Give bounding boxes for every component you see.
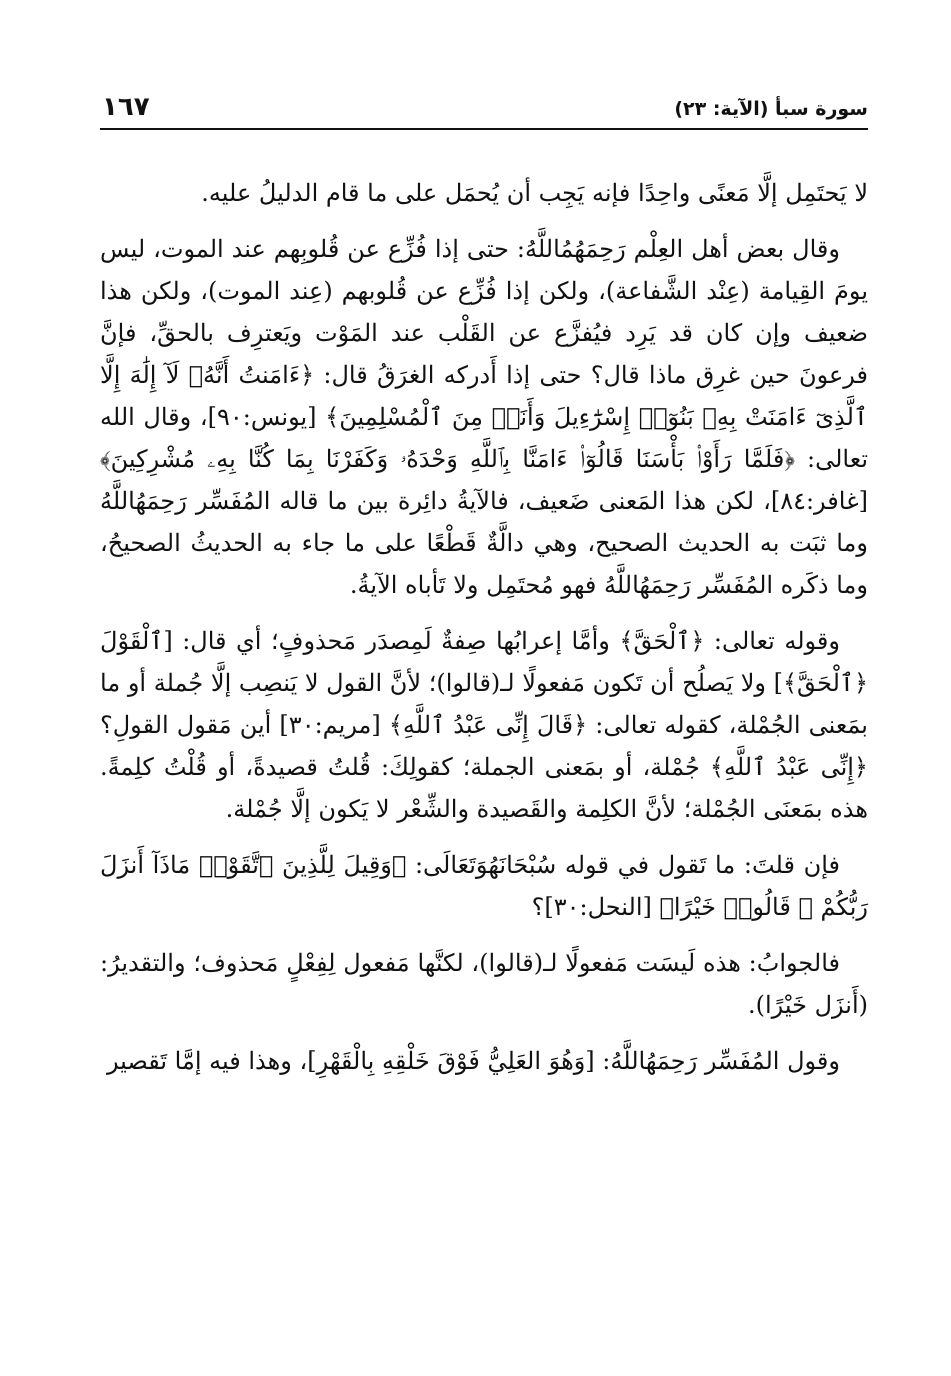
header-divider bbox=[100, 128, 868, 130]
paragraph-5: فالجوابُ: هذه لَيسَت مَفعولًا لـ(قالوا)، لكنَّها مَفعول لِفِعْلٍ مَحذوف؛ والتقديرُ: (أَنزَل خَيْرًا). bbox=[100, 949, 868, 1019]
running-title: سورة سبأ (الآية: ٢٣) bbox=[674, 98, 868, 120]
page-body bbox=[100, 172, 868, 1096]
page-header bbox=[100, 88, 868, 124]
paragraph-6: وقول المُفَسِّر رَحِمَهُاللَّهُ: [وَهُوَ العَلِيُّ فَوْقَ خَلْقِهِ بِالْقَهْرِ]، وهذا فيه إمَّا تَقصير bbox=[106, 1047, 840, 1075]
paragraph-2: وقال بعض أهل العِلْم رَحِمَهُمُاللَّهُ: حتى إذا فُزِّع عن قُلوبِهم عند الموت، ليس يومَ القِيامة (عِنْد الشَّفاعة)، ولكن إذا فُزِّع عن قُلوبهم (عِند الموت)، ولكن هذا ضعيف وإن كان قد يَرِد فيُفزَّع عن القَلْب عند المَوْت ويَعترِف بالحقِّ، فإنَّ فرعونَ حين غرِق ماذا قال؟ حتى إذا أَدركه الغرَقُ قال: ﴿ءَامَنتُ أَنَّهُۥ لَآ إِلَٰهَ إِلَّا ٱلَّذِىٓ ءَامَنَتْ بِهِۦ بَنُوٓا۟ إِسْرَٰٓءِيلَ وَأَنَا۠ مِنَ ٱلْمُسْلِمِينَ﴾ [يونس:٩٠]، وقال الله تعالى: ﴿فَلَمَّا رَأَوْا۟ بَأْسَنَا قَالُوٓا۟ ءَامَنَّا بِٱللَّهِ وَحْدَهُۥ وَكَفَرْنَا بِمَا كُنَّا بِهِۦ مُشْرِكِينَ﴾ [غافر:٨٤]، لكن هذا المَعنى ضَعيف، فالآيةُ دائِرة بين ما قاله المُفَسِّر رَحِمَهُاللَّهُ وما ثبَت به الحديث الصحيح، وهي دالَّةٌ قَطْعًا على ما جاء به الحديثُ الصحيحُ، وما ذكَره المُفَسِّر رَحِمَهُاللَّهُ فهو مُحتَمِل ولا تَأباه الآيةُ. bbox=[100, 235, 868, 599]
page-number: ١٦٧ bbox=[102, 92, 150, 122]
paragraph-3: وقوله تعالى: ﴿ٱلْحَقَّ﴾ وأمَّا إعرابُها صِفةٌ لَمِصدَر مَحذوفٍ؛ أي قال: [ٱلْقَوْلَ ﴿ٱلْحَقَّ﴾] ولا يَصلُح أن تَكون مَفعولًا لـ(قالوا)؛ لأنَّ القول لا يَنصِب إلَّا جُملة أو ما بمَعنى الجُمْلة، كقوله تعالى: ﴿قَالَ إِنِّى عَبْدُ ٱللَّهِ﴾ [مريم:٣٠] أين مَقول القولِ؟ ﴿إِنِّى عَبْدُ ٱللَّهِ﴾ جُمْلة، أو بمَعنى الجملة؛ كقولِكَ: قُلتُ قصيدةً، أو قُلْتُ كلِمةً. هذه بمَعنَى الجُمْلة؛ لأنَّ الكلِمة والقَصيدة والشِّعْر لا يَكون إلَّا جُمْلة. bbox=[100, 627, 868, 823]
paragraph-1: لا يَحتَمِل إلَّا مَعنًى واحِدًا فإنه يَجِب أن يُحمَل على ما قام الدليلُ عليه. bbox=[201, 179, 868, 207]
paragraph-4: فإن قلتَ: ما تَقول في قوله سُبْحَانَهُوَتَعَالَى: ﴿وَقِيلَ لِلَّذِينَ ٱتَّقَوْا۟ مَاذَآ أَنزَلَ رَبُّكُمْ ۚ قَالُوا۟ خَيْرًا﴾ [النحل:٣٠]؟ bbox=[100, 851, 868, 921]
